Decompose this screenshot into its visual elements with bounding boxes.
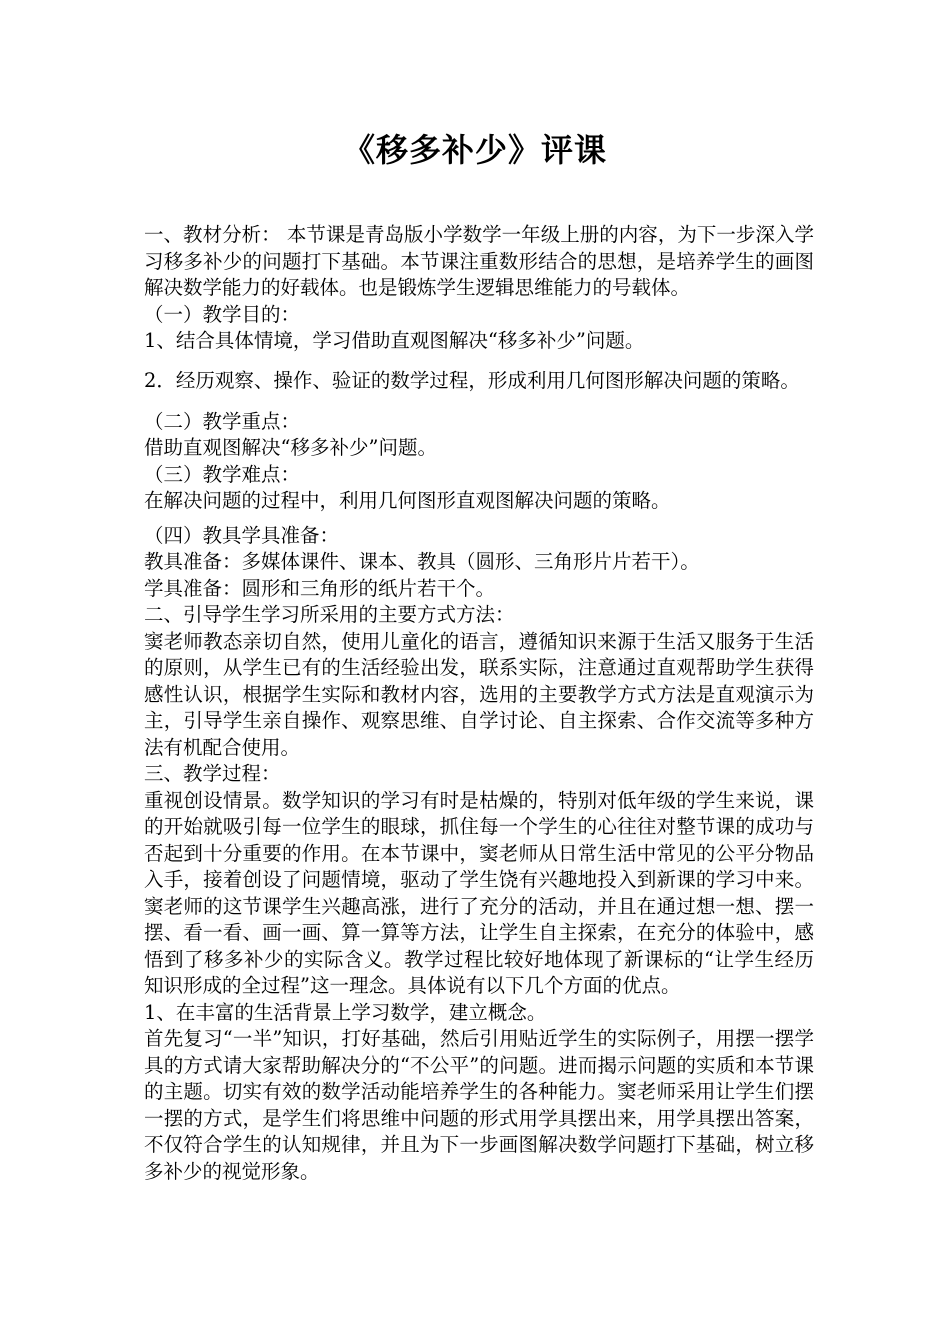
learning-aids-text: 学具准备：圆形和三角形的纸片若干个。 xyxy=(144,576,496,600)
heading-teaching-process: 三、教学过程： xyxy=(144,762,281,785)
teaching-process-text: 重视创设情景。数学知识的学习有时是枯燥的，特别对低年级的学生来说，课的开始就吸引每一位学生的眼球，抓住每一个学生的心往往对整节课的成功与否起到十分重要的作用。在本节课中，窦老师从日常生活中常见的公平分物品入手，接着创设了问题情境，驱动了学生饶有兴趣地投入到新课的学习中来。窦老师的这节课学生兴趣高涨，进行了充分的活动，并且在通过想一想、摆一摆、看一看、画一画、算一算等方法，让学生自主探索，在充分的体验中，感悟到了移多补少的实际含义。教学过程比较好地体现了新课标的“让学生经历知识形成的全过程”这一理念。具体说有以下几个方面的优点。 xyxy=(144,788,814,997)
objective-2: 2．经历观察、操作、验证的数学过程，形成利用几何图形解决问题的策略。 xyxy=(144,368,800,392)
paragraph-textbook-analysis: 一、教材分析： 本节课是青岛版小学数学一年级上册的内容，为下一步深入学习移多补少的问题打下基础。本节课注重数形结合的思想，是培养学生的画图解决数学能力的好载体。也是锻炼学生逻辑思维能力的号载体。 xyxy=(144,223,814,299)
heading-key-points: （二）教学重点： xyxy=(144,409,301,433)
document-title: 《移多补少》评课 xyxy=(342,131,607,169)
teaching-aids-text: 教具准备：多媒体课件、课本、教具（圆形、三角形片片若干）。 xyxy=(144,550,700,573)
point-1-heading: 1、在丰富的生活背景上学习数学，建立概念。 xyxy=(144,1000,547,1024)
point-1-text: 首先复习“一半”知识，打好基础，然后引用贴近学生的实际例子，用摆一摆学具的方式请大家帮助解决分的“不公平”的问题。进而揭示问题的实质和本节课的主题。切实有效的数学活动能培养学生的各种能力。窦老师采用让学生们摆一摆的方式，是学生们将思维中问题的形式用学具摆出来，用学具摆出答案，不仅符合学生的认知规律，并且为下一步画图解决数学问题打下基础，树立移多补少的视觉形象。 xyxy=(144,1027,814,1183)
heading-methods: 二、引导学生学习所采用的主要方式方法： xyxy=(144,603,515,626)
heading-difficulties: （三）教学难点： xyxy=(144,462,301,486)
document-body xyxy=(144,222,814,1185)
heading-teaching-aids: （四）教具学具准备： xyxy=(144,523,340,547)
methods-text: 窦老师教态亲切自然，使用儿童化的语言，遵循知识来源于生活又服务于生活的原则，从学生已有的生活经验出发，联系实际，注意通过直观帮助学生获得感性认识，根据学生实际和教材内容，选用的主要教学方式方法是直观演示为主，引导学生亲自操作、观察思维、自学讨论、自主探索、合作交流等多种方法有机配合使用。 xyxy=(144,629,814,759)
heading-teaching-objectives: （一）教学目的： xyxy=(144,302,301,326)
difficulties-text: 在解决问题的过程中，利用几何图形直观图解决问题的策略。 xyxy=(144,489,671,512)
key-points-text: 借助直观图解决“移多补少”问题。 xyxy=(144,436,437,459)
objective-1: 1、结合具体情境，学习借助直观图解决“移多补少”问题。 xyxy=(144,329,645,352)
